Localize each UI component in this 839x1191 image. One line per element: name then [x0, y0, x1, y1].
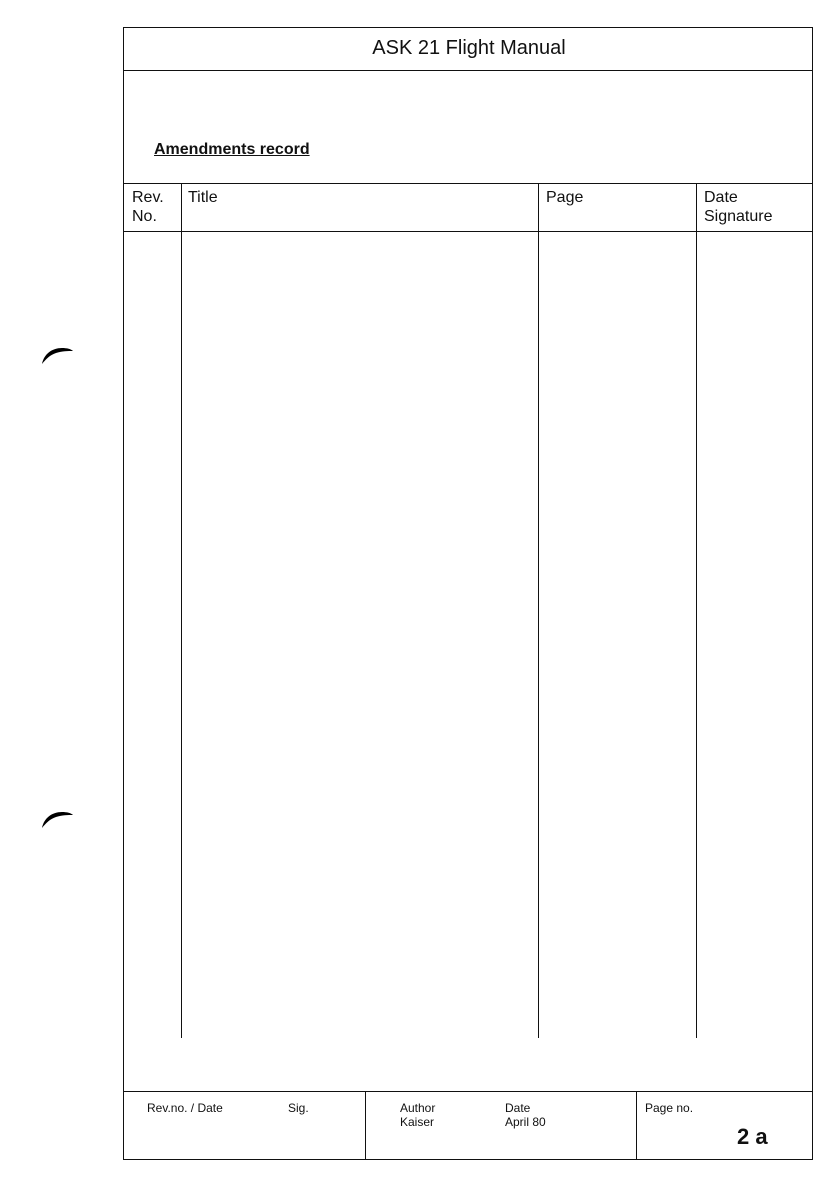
column-header-rev-line1: Rev.	[132, 189, 164, 206]
footer-revno-date-label: Rev.no. / Date	[147, 1101, 223, 1115]
footer-divider-2	[636, 1091, 637, 1159]
section-heading: Amendments record	[154, 141, 310, 158]
column-divider-page	[696, 183, 697, 1038]
header-divider	[124, 70, 812, 71]
footer-date-value: April 80	[505, 1115, 546, 1129]
footer-author-value: Kaiser	[400, 1115, 435, 1129]
footer-top-border	[124, 1091, 812, 1092]
column-divider-rev	[181, 183, 182, 1038]
footer-sig-label: Sig.	[288, 1101, 309, 1115]
column-header-date-line2: Signature	[704, 208, 773, 225]
column-header-page: Page	[546, 189, 584, 206]
footer-divider-1	[365, 1091, 366, 1159]
column-divider-title	[538, 183, 539, 1038]
footer-date	[505, 1101, 546, 1129]
footer-author-label: Author	[400, 1101, 436, 1115]
page-frame	[123, 27, 813, 1160]
column-header-rev-line2: No.	[132, 208, 157, 225]
column-header-date-signature	[704, 188, 773, 226]
column-header-title: Title	[188, 189, 218, 206]
punch-mark-bottom	[40, 806, 74, 830]
table-top-border	[124, 183, 812, 184]
footer-author	[400, 1101, 435, 1129]
document-title: ASK 21 Flight Manual	[372, 37, 566, 59]
footer-pageno-value: 2 a	[737, 1124, 768, 1149]
column-header-rev-no	[132, 188, 164, 226]
punch-mark-top	[40, 342, 74, 366]
column-header-date-line1: Date	[704, 189, 738, 206]
footer-pageno-label: Page no.	[645, 1101, 694, 1115]
footer-date-label: Date	[505, 1101, 531, 1115]
table-header-bottom-border	[124, 231, 812, 232]
